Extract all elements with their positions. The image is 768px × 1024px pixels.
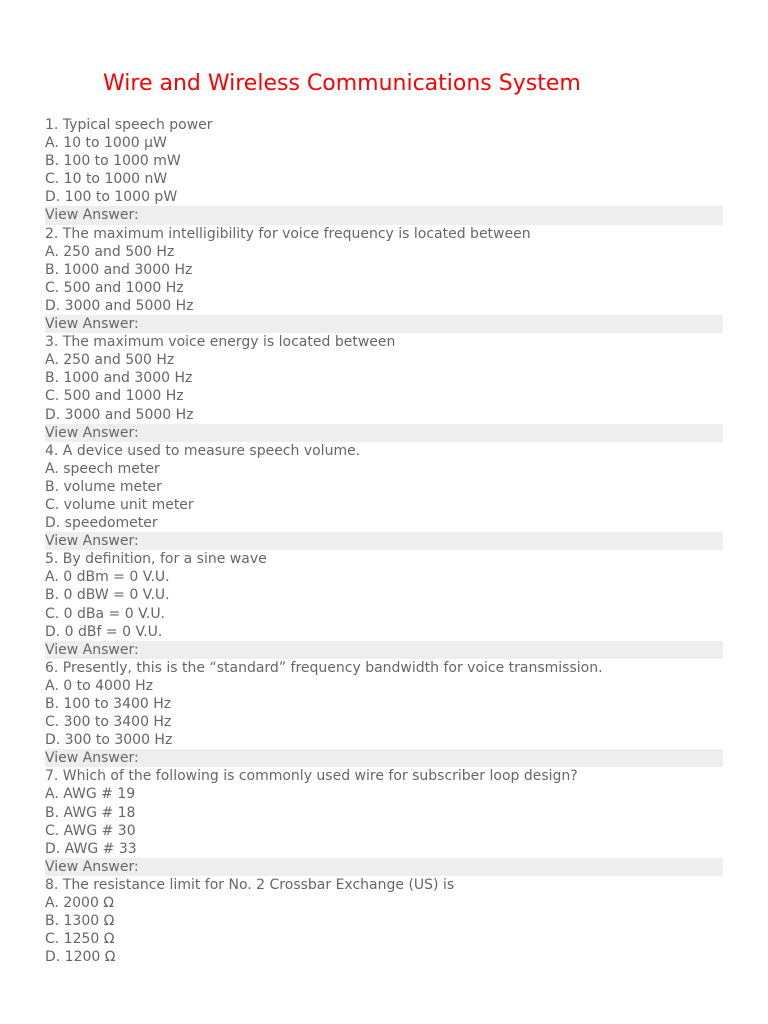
question-block [45, 225, 723, 334]
answer-option: A. 10 to 1000 μW [45, 135, 167, 152]
answer-option: C. 1250 Ω [45, 931, 115, 948]
answer-option: C. volume unit meter [45, 496, 194, 513]
question-block [45, 876, 723, 966]
answer-option: B. 0 dBW = 0 V.U. [45, 587, 170, 604]
answer-option: B. AWG # 18 [45, 804, 136, 821]
answer-option: D. 0 dBf = 0 V.U. [45, 623, 163, 640]
question-list [45, 116, 723, 966]
answer-option: C. 0 dBa = 0 V.U. [45, 605, 166, 622]
view-answer-toggle[interactable]: View Answer: [45, 424, 723, 442]
question-text: 1. Typical speech power [45, 117, 213, 133]
answer-option: D. 100 to 1000 pW [45, 189, 178, 206]
answer-option: B. 100 to 3400 Hz [45, 696, 172, 712]
answer-option: A. 250 and 500 Hz [45, 243, 175, 260]
view-answer-toggle[interactable]: View Answer: [45, 532, 723, 550]
question-text: 8. The resistance limit for No. 2 Crossbar Exchange (US) is [45, 876, 455, 893]
answer-option: C. 10 to 1000 nW [45, 171, 168, 188]
answer-option: B. volume meter [45, 478, 162, 495]
view-answer-toggle[interactable]: View Answer: [45, 641, 723, 659]
answer-option: A. 250 and 500 Hz [45, 352, 175, 369]
answer-option: A. 0 dBm = 0 V.U. [45, 569, 170, 586]
answer-option: D. speedometer [45, 515, 158, 532]
view-answer-toggle[interactable]: View Answer: [45, 858, 723, 876]
answer-option: A. AWG # 19 [45, 786, 136, 803]
answer-option: D. 1200 Ω [45, 949, 116, 966]
document-title: Wire and Wireless Communications System [103, 71, 581, 96]
question-block [45, 767, 723, 876]
answer-option: D. 3000 and 5000 Hz [45, 406, 194, 423]
question-text: 5. By definition, for a sine wave [45, 551, 267, 568]
view-answer-toggle[interactable]: View Answer: [45, 315, 723, 333]
question-block [45, 659, 723, 768]
question-block [45, 333, 723, 442]
question-text: 4. A device used to measure speech volume. [45, 442, 361, 459]
view-answer-toggle[interactable]: View Answer: [45, 206, 723, 224]
answer-option: A. speech meter [45, 460, 160, 477]
question-block [45, 550, 723, 659]
answer-option: D. 300 to 3000 Hz [45, 732, 173, 749]
question-text: 2. The maximum intelligibility for voice frequency is located between [45, 225, 531, 242]
answer-option: B. 1000 and 3000 Hz [45, 370, 193, 387]
question-text: 6. Presently, this is the “standard” frequency bandwidth for voice transmission. [45, 659, 603, 676]
question-block [45, 442, 723, 551]
answer-option: C. 500 and 1000 Hz [45, 279, 184, 296]
answer-option: A. 0 to 4000 Hz [45, 677, 154, 694]
answer-option: C. 300 to 3400 Hz [45, 714, 172, 731]
answer-option: D. 3000 and 5000 Hz [45, 297, 194, 314]
answer-option: C. AWG # 30 [45, 822, 136, 839]
question-block [45, 116, 723, 225]
question-text: 7. Which of the following is commonly used wire for subscriber loop design? [45, 768, 578, 785]
answer-option: B. 1000 and 3000 Hz [45, 261, 193, 278]
view-answer-toggle[interactable]: View Answer: [45, 749, 723, 767]
question-text: 3. The maximum voice energy is located between [45, 334, 396, 351]
answer-option: D. AWG # 33 [45, 840, 137, 857]
answer-option: A. 2000 Ω [45, 895, 115, 912]
answer-option: B. 100 to 1000 mW [45, 153, 181, 170]
answer-option: C. 500 and 1000 Hz [45, 388, 184, 405]
answer-option: B. 1300 Ω [45, 913, 115, 930]
